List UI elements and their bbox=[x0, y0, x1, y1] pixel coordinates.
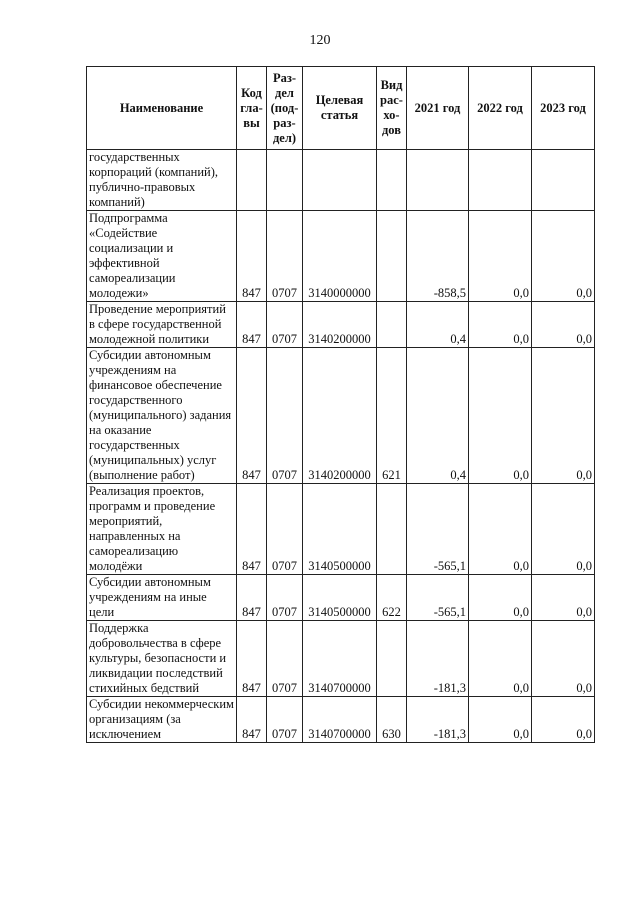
header-razdel-line: дел bbox=[275, 85, 294, 100]
row-name: Реализация проектов, программ и проведение мероприятий, направленных на самореализацию молодёжи bbox=[87, 484, 237, 575]
header-statya bbox=[303, 67, 377, 150]
row-2021: -565,1 bbox=[407, 575, 469, 621]
row-razdel: 0707 bbox=[267, 484, 303, 575]
header-vid bbox=[377, 67, 407, 150]
row-glava: 847 bbox=[237, 575, 267, 621]
header-razdel-line: раз- bbox=[273, 115, 296, 130]
header-vid-line: дов bbox=[381, 123, 401, 137]
row-2023 bbox=[532, 150, 595, 211]
row-name: государственных корпораций (компаний), публично-правовых компаний) bbox=[87, 150, 237, 211]
row-statya: 3140500000 bbox=[303, 484, 377, 575]
row-razdel bbox=[267, 150, 303, 211]
row-glava: 847 bbox=[237, 211, 267, 302]
row-2021: -181,3 bbox=[407, 621, 469, 697]
row-name: Проведение мероприятий в сфере государственной молодежной политики bbox=[87, 302, 237, 348]
header-glava-line: гла- bbox=[240, 100, 263, 115]
row-razdel: 0707 bbox=[267, 621, 303, 697]
row-glava: 847 bbox=[237, 484, 267, 575]
row-2023: 0,0 bbox=[532, 575, 595, 621]
row-vid bbox=[377, 150, 407, 211]
page-number: 120 bbox=[309, 33, 331, 48]
row-glava: 847 bbox=[237, 302, 267, 348]
row-2021: -858,5 bbox=[407, 211, 469, 302]
row-2021: 0,4 bbox=[407, 302, 469, 348]
row-glava: 847 bbox=[237, 621, 267, 697]
budget-table bbox=[86, 66, 595, 743]
header-vid-line: Вид bbox=[380, 78, 403, 92]
table-row bbox=[87, 150, 595, 211]
row-vid: 621 bbox=[377, 348, 407, 484]
row-statya bbox=[303, 150, 377, 211]
row-vid: 622 bbox=[377, 575, 407, 621]
row-2022: 0,0 bbox=[469, 697, 532, 743]
row-vid bbox=[377, 302, 407, 348]
row-2023: 0,0 bbox=[532, 484, 595, 575]
row-razdel: 0707 bbox=[267, 348, 303, 484]
row-razdel: 0707 bbox=[267, 211, 303, 302]
row-glava bbox=[237, 150, 267, 211]
header-2021: 2021 год bbox=[407, 67, 469, 150]
table-row bbox=[87, 621, 595, 697]
row-2021: 0,4 bbox=[407, 348, 469, 484]
row-2021: -565,1 bbox=[407, 484, 469, 575]
row-2023: 0,0 bbox=[532, 697, 595, 743]
header-statya-line: статья bbox=[320, 108, 359, 122]
row-2022: 0,0 bbox=[469, 302, 532, 348]
row-statya: 3140000000 bbox=[303, 211, 377, 302]
row-name: Подпрограмма «Содействие социализации и эффективной самореализации молодежи» bbox=[87, 211, 237, 302]
row-statya: 3140700000 bbox=[303, 697, 377, 743]
row-2022: 0,0 bbox=[469, 484, 532, 575]
table-row bbox=[87, 697, 595, 743]
row-2022: 0,0 bbox=[469, 348, 532, 484]
table-row bbox=[87, 211, 595, 302]
header-razdel bbox=[267, 67, 303, 150]
row-2021: -181,3 bbox=[407, 697, 469, 743]
row-2022: 0,0 bbox=[469, 211, 532, 302]
row-vid bbox=[377, 211, 407, 302]
row-glava: 847 bbox=[237, 697, 267, 743]
row-statya: 3140200000 bbox=[303, 302, 377, 348]
row-razdel: 0707 bbox=[267, 302, 303, 348]
table-header-row bbox=[87, 67, 595, 150]
header-2022: 2022 год bbox=[469, 67, 532, 150]
table-row bbox=[87, 302, 595, 348]
header-glava bbox=[237, 67, 267, 150]
row-statya: 3140200000 bbox=[303, 348, 377, 484]
row-name: Субсидии некоммерческим организациям (за исключением bbox=[87, 697, 237, 743]
row-2023: 0,0 bbox=[532, 302, 595, 348]
row-razdel: 0707 bbox=[267, 697, 303, 743]
header-razdel-line: Раз- bbox=[272, 70, 297, 85]
row-razdel: 0707 bbox=[267, 575, 303, 621]
row-2022: 0,0 bbox=[469, 621, 532, 697]
table-row bbox=[87, 348, 595, 484]
row-name: Субсидии автономным учреждениям на иные цели bbox=[87, 575, 237, 621]
header-vid-line: рас- bbox=[380, 93, 403, 107]
header-name: Наименование bbox=[87, 67, 237, 150]
header-glava-line: вы bbox=[243, 115, 260, 130]
header-razdel-line: дел) bbox=[272, 130, 297, 145]
row-2023: 0,0 bbox=[532, 621, 595, 697]
table-row bbox=[87, 484, 595, 575]
header-2023: 2023 год bbox=[532, 67, 595, 150]
header-glava-line: Код bbox=[241, 85, 262, 100]
table-row bbox=[87, 575, 595, 621]
row-glava: 847 bbox=[237, 348, 267, 484]
row-2022 bbox=[469, 150, 532, 211]
row-vid bbox=[377, 621, 407, 697]
row-name: Субсидии автономным учреждениям на финансовое обеспечение государственного (муниципального) задания на оказание государственных (муниципальных) услуг (выполнение работ) bbox=[87, 348, 237, 484]
header-vid-line: хо- bbox=[383, 108, 400, 122]
row-2021 bbox=[407, 150, 469, 211]
row-statya: 3140500000 bbox=[303, 575, 377, 621]
row-2023: 0,0 bbox=[532, 348, 595, 484]
row-name: Поддержка добровольчества в сфере культуры, безопасности и ликвидации последствий стихийных бедствий bbox=[87, 621, 237, 697]
row-vid: 630 bbox=[377, 697, 407, 743]
header-razdel-line: (под- bbox=[270, 100, 299, 115]
row-2022: 0,0 bbox=[469, 575, 532, 621]
header-statya-line: Целевая bbox=[315, 93, 364, 107]
row-statya: 3140700000 bbox=[303, 621, 377, 697]
row-2023: 0,0 bbox=[532, 211, 595, 302]
row-vid bbox=[377, 484, 407, 575]
